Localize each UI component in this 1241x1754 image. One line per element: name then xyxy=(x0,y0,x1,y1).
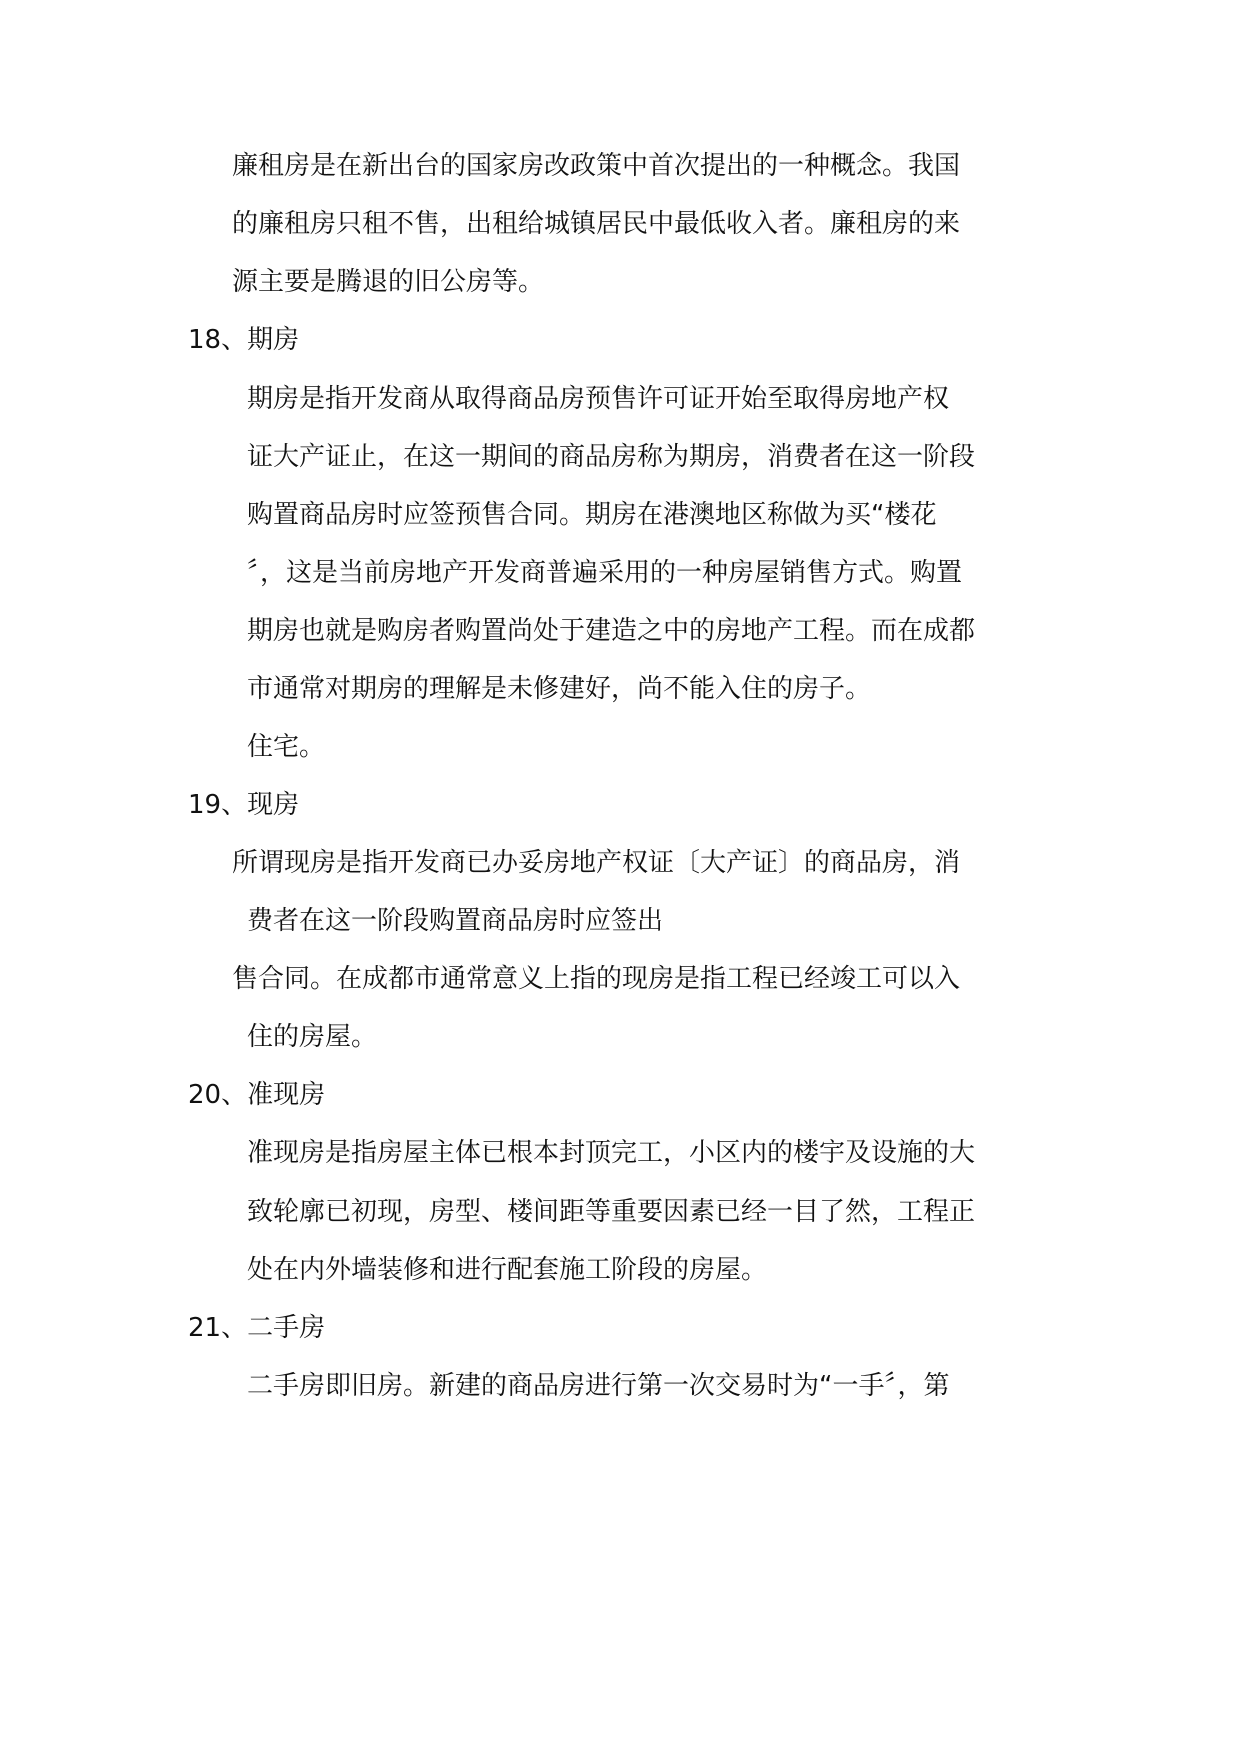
paragraph-line: 住的房屋。 xyxy=(247,1022,378,1052)
paragraph-line: 购置商品房时应签预售合同。期房在港澳地区称做为买“楼花 xyxy=(247,500,937,530)
section-heading: 20、准现房 xyxy=(188,1080,326,1110)
paragraph-line: 市通常对期房的理解是未修建好，尚不能入住的房子。 xyxy=(247,674,872,704)
paragraph-line: 致轮廓已初现，房型、楼间距等重要因素已经一目了然，工程正 xyxy=(247,1197,976,1227)
paragraph-line: 证大产证止，在这一期间的商品房称为期房，消费者在这一阶段 xyxy=(247,442,976,472)
paragraph-line: 二手房即旧房。新建的商品房进行第一次交易时为“一手〞，第 xyxy=(247,1371,950,1401)
paragraph-line: 廉租房是在新出台的国家房改政策中首次提出的一种概念。我国 xyxy=(232,151,961,181)
paragraph-line: 所谓现房是指开发商已办妥房地产权证〔大产证〕的商品房，消 xyxy=(232,848,961,878)
paragraph-line: 的廉租房只租不售，出租给城镇居民中最低收入者。廉租房的来 xyxy=(232,209,961,239)
paragraph-line: 〞，这是当前房地产开发商普遍采用的一种房屋销售方式。购置 xyxy=(247,558,963,588)
paragraph-line: 费者在这一阶段购置商品房时应签出 xyxy=(247,906,664,936)
section-heading: 19、现房 xyxy=(188,790,300,820)
section-heading: 21、二手房 xyxy=(188,1313,326,1343)
paragraph-line: 源主要是腾退的旧公房等。 xyxy=(232,267,545,297)
paragraph-line: 住宅。 xyxy=(247,732,326,762)
paragraph-line: 期房是指开发商从取得商品房预售许可证开始至取得房地产权 xyxy=(247,384,950,414)
paragraph-line: 售合同。在成都市通常意义上指的现房是指工程已经竣工可以入 xyxy=(232,964,961,994)
paragraph-line: 期房也就是购房者购置尚处于建造之中的房地产工程。而在成都 xyxy=(247,616,976,646)
paragraph-line: 准现房是指房屋主体已根本封顶完工，小区内的楼宇及设施的大 xyxy=(247,1138,976,1168)
section-heading: 18、期房 xyxy=(188,325,300,355)
paragraph-line: 处在内外墙装修和进行配套施工阶段的房屋。 xyxy=(247,1255,768,1285)
